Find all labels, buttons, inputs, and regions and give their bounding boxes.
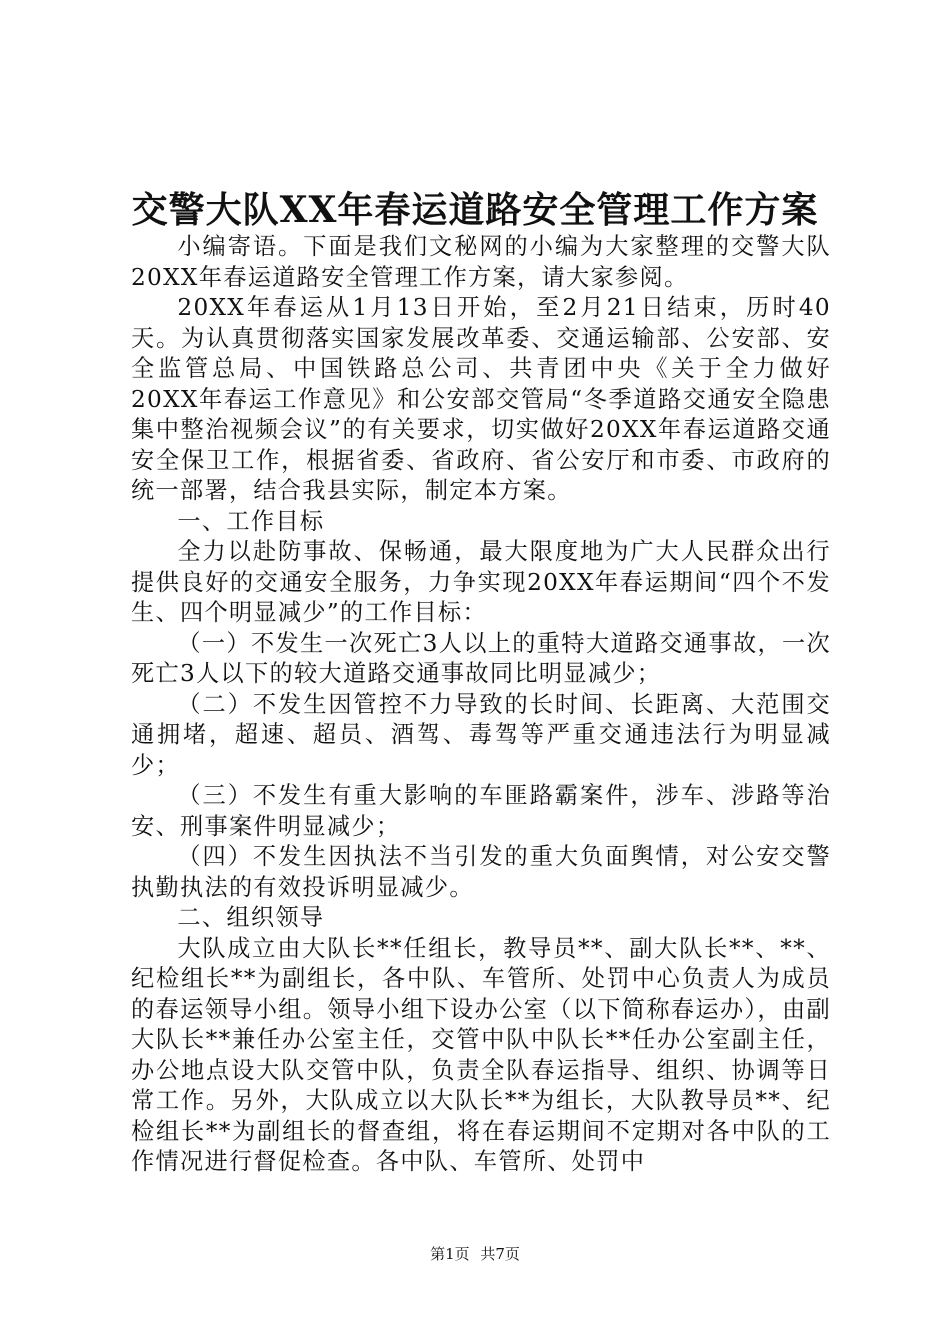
- document-title: 交警大队XX年春运道路安全管理工作方案: [131, 189, 819, 231]
- paragraph-goal-2: （二）不发生因管控不力导致的长时间、长距离、大范围交通拥堵，超速、超员、酒驾、毒驾等严重交通违法行为明显减少；: [131, 690, 831, 779]
- document-body: [131, 232, 831, 1178]
- section-heading-goals: 一、工作目标: [177, 507, 325, 535]
- paragraph-organization: 大队成立由大队长**任组长，教导员**、副大队长**、**、纪检组长**为副组长，各中队、车管所、处罚中心负责人为成员的春运领导小组。领导小组下设办公室（以下简称春运办），由副大队长**兼任办公室主任，交管中队中队长**任办公室副主任，办公地点设大队交管中队，负责全队春运指导、组织、协调等日常工作。另外，大队成立以大队长**为组长，大队教导员**、纪检组长**为副组长的督查组，将在春运期间不定期对各中队的工作情况进行督促检查。各中队、车管所、处罚中: [131, 934, 831, 1175]
- paragraph-intro: 小编寄语。下面是我们文秘网的小编为大家整理的交警大队20XX年春运道路安全管理工作方案，请大家参阅。: [131, 233, 831, 291]
- paragraph-goal-1: （一）不发生一次死亡3人以上的重特大道路交通事故，一次死亡3人以下的较大道路交通事故同比明显减少；: [131, 629, 831, 687]
- page-footer: [0, 1244, 950, 1264]
- section-heading-organization: 二、组织领导: [177, 904, 325, 931]
- paragraph-goals: 全力以赴防事故、保畅通，最大限度地为广大人民群众出行提供良好的交通安全服务，力争实现20XX年春运期间“四个不发生、四个明显减少”的工作目标：: [131, 538, 831, 626]
- page-number: 第1页: [430, 1245, 470, 1263]
- paragraph-background: 20XX年春运从1月13日开始，至2月21日结束，历时40天。为认真贯彻落实国家发展改革委、交通运输部、公安部、安全监管总局、中国铁路总公司、共青团中央《关于全力做好20XX年春运工作意见》和公安部交管局“冬季道路交通安全隐患集中整治视频会议”的有关要求，切实做好20XX年春运道路交通安全保卫工作，根据省委、省政府、省公安厅和市委、市政府的统一部署，结合我县实际，制定本方案。: [131, 294, 831, 504]
- paragraph-goal-3: （三）不发生有重大影响的车匪路霸案件，涉车、涉路等治安、刑事案件明显减少；: [131, 782, 831, 840]
- paragraph-goal-4: （四）不发生因执法不当引发的重大负面舆情，对公安交警执勤执法的有效投诉明显减少。: [131, 843, 831, 901]
- page-total: 共7页: [480, 1245, 520, 1263]
